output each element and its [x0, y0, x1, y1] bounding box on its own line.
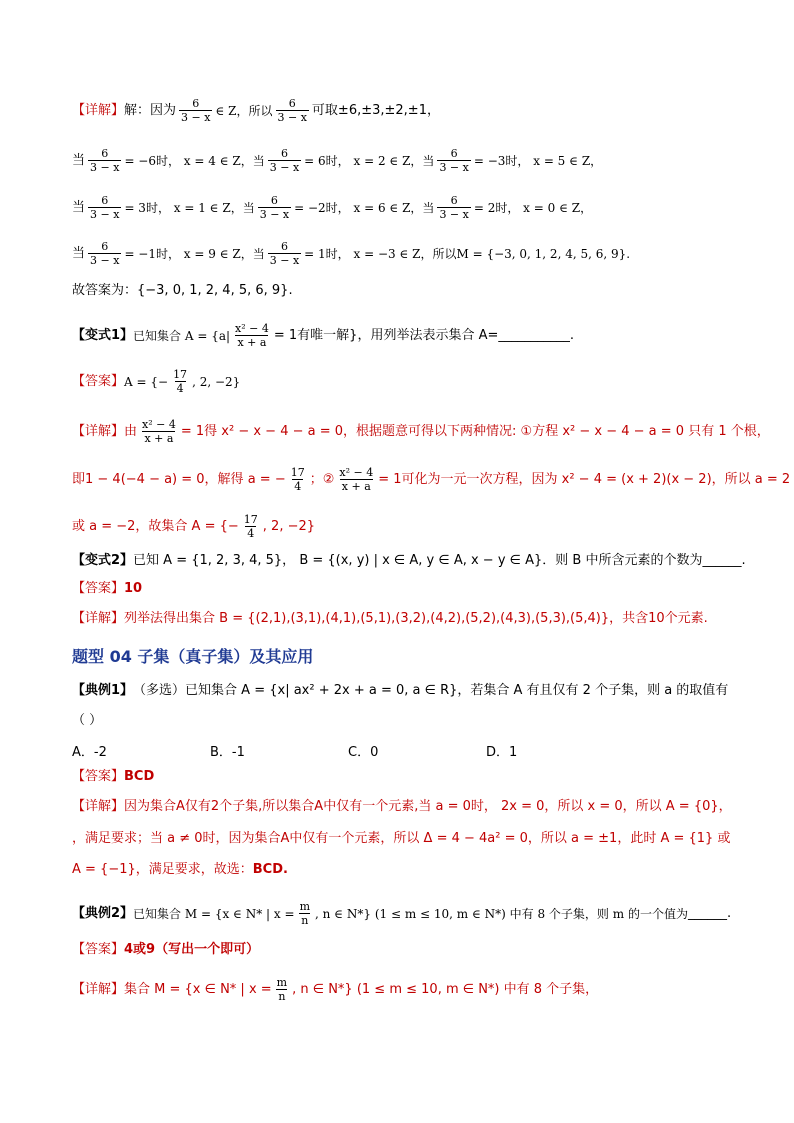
- text: = 1得 x² − x − 4 − a = 0，根据题意可得以下两种情况: ①方程 x² − x − 4 − a = 0 只有 1 个根，: [180, 423, 770, 439]
- answer-tag: 【答案】: [72, 769, 125, 784]
- variant-2-answer: [72, 580, 142, 598]
- text: 已知集合 M = {x ∈ N* | x =: [133, 906, 295, 921]
- denominator: 3 − x: [90, 161, 120, 174]
- detail-line-4: [72, 240, 630, 267]
- text: .: [569, 327, 575, 343]
- answer-tag: 【答案】: [72, 373, 125, 389]
- text: .: [741, 553, 746, 568]
- denominator: 3 − x: [439, 208, 469, 221]
- numerator: m: [276, 976, 288, 989]
- text: 解：因为: [124, 102, 177, 118]
- text: 当: [72, 152, 86, 168]
- variant-2-question: [72, 552, 746, 570]
- text: 已知 A = {1, 2, 3, 4, 5}， B = {(x, y) | x ∈ A, y ∈ A, x − y ∈ A}．则 B 中所含元素的个数为: [133, 553, 703, 568]
- text: = 1有唯一解}，用列举法表示集合 A=: [273, 327, 499, 343]
- text: = −3时， x = 5 ∈ Z，: [473, 153, 603, 168]
- text: = −2时， x = 6 ∈ Z，当: [294, 200, 435, 215]
- text: , n ∈ N*} (1 ≤ m ≤ 10, m ∈ N*) 中有 8 个子集，则 m 的一个值为: [315, 906, 688, 921]
- fraction: [268, 240, 301, 267]
- denominator: 4: [294, 480, 302, 493]
- text: ，满足要求；当 a ≠ 0时，因为集合A中仅有一个元素，所以 Δ = 4 − 4a² = 0，所以 a = ±1，此时 A = {1} 或: [72, 831, 731, 846]
- text: 当: [72, 199, 86, 215]
- numerator: 6: [270, 194, 278, 207]
- detail-tag: 【详解】: [72, 611, 125, 626]
- numerator: x² − 4: [142, 418, 176, 431]
- denominator: x + a: [144, 432, 174, 445]
- section-heading: 题型 04 子集（真子集）及其应用: [72, 647, 314, 666]
- text: = 1可化为一元一次方程，因为 x² − 4 = (x + 2)(x − 2)，所以 a = 2: [378, 471, 791, 487]
- variant-tag: 【变式2】: [72, 553, 134, 568]
- example-1-detail-1: [72, 798, 732, 816]
- fraction: [289, 466, 307, 493]
- answer-tag: 【答案】: [72, 581, 125, 596]
- denominator: x + a: [237, 336, 267, 349]
- numerator: 6: [280, 147, 288, 160]
- text: = −6时， x = 4 ∈ Z，当: [124, 153, 265, 168]
- fraction: [275, 976, 289, 1003]
- denominator: n: [301, 914, 309, 927]
- fraction: [337, 466, 375, 493]
- text: ；②: [309, 471, 335, 487]
- text: 当: [72, 245, 86, 261]
- numerator: 17: [173, 368, 188, 381]
- example-1-detail-2: [72, 830, 730, 848]
- numerator: 6: [101, 240, 109, 253]
- detail-line-3: [72, 194, 592, 221]
- option-a[interactable]: A．-2: [72, 745, 107, 760]
- text: 集合 M = {x ∈ N* | x =: [124, 981, 272, 997]
- denominator: 4: [247, 527, 255, 540]
- numerator: 6: [101, 194, 109, 207]
- text: , 2, −2}: [192, 374, 241, 389]
- fraction: [298, 900, 312, 927]
- detail-line-2: [72, 147, 602, 174]
- denominator: 4: [176, 382, 184, 395]
- answer-tag: 【答案】: [72, 942, 125, 957]
- option-c[interactable]: C．0: [348, 745, 379, 760]
- text: = 1时， x = −3 ∈ Z，所以M = {−3, 0, 1, 2, 4, 5, 6, 9}.: [304, 246, 631, 261]
- detail-tag: 【详解】: [72, 981, 125, 997]
- numerator: 6: [450, 147, 458, 160]
- example-tag: 【典例2】: [72, 905, 134, 921]
- example-2-answer: [72, 941, 259, 959]
- numerator: 17: [243, 513, 258, 526]
- fraction: [88, 194, 121, 221]
- text: （多选）已知集合 A = {x| ax² + 2x + a = 0, a ∈ R}，若集合 A 有且仅有 2 个子集，则 a 的取值有: [133, 683, 729, 698]
- detail-tag: 【详解】: [72, 799, 125, 814]
- denominator: 3 − x: [90, 254, 120, 267]
- text: 即1 − 4(−4 − a) = 0，解得 a = −: [72, 471, 286, 487]
- text: 故答案为：{−3, 0, 1, 2, 4, 5, 6, 9}.: [72, 283, 293, 298]
- variant-1-detail-3: [72, 513, 315, 540]
- text: （ ）: [72, 713, 103, 728]
- numerator: 6: [101, 147, 109, 160]
- denominator: 3 − x: [439, 161, 469, 174]
- text: 或 a = −2，故集合 A = {−: [72, 518, 239, 534]
- fraction: [179, 97, 212, 124]
- denominator: 3 − x: [269, 254, 300, 267]
- variant-1-detail-2: [72, 466, 790, 493]
- denominator: x + a: [341, 480, 371, 493]
- text: .: [726, 905, 732, 921]
- answer-value: BCD: [124, 769, 155, 784]
- numerator: 6: [288, 97, 296, 110]
- variant-1-question: [72, 322, 574, 349]
- text: = 6时， x = 2 ∈ Z，当: [304, 153, 435, 168]
- text: 因为集合A仅有2个子集,所以集合A中仅有一个元素,当 a = 0时， 2x = 0，所以 x = 0，所以 A = {0}，: [124, 799, 732, 814]
- fraction: [258, 194, 291, 221]
- numerator: 17: [290, 466, 305, 479]
- example-1-question: [72, 682, 728, 700]
- example-1-detail-3: [72, 861, 288, 879]
- numerator: x² − 4: [339, 466, 374, 479]
- answer-summary: [72, 282, 293, 300]
- text: = 2时， x = 0 ∈ Z，: [473, 200, 593, 215]
- answer-blank: ______: [702, 553, 742, 568]
- text: , 2, −2}: [262, 518, 316, 534]
- text: BCD.: [252, 862, 288, 877]
- denominator: 3 − x: [269, 161, 300, 174]
- example-2-detail: [72, 976, 598, 1003]
- answer-value: 10: [124, 581, 143, 596]
- text: 已知集合 A = {a|: [133, 328, 231, 343]
- answer-blank: ______: [687, 905, 727, 921]
- option-d[interactable]: D．1: [486, 745, 518, 760]
- numerator: x² − 4: [235, 322, 269, 335]
- fraction: [437, 147, 470, 174]
- text: = 3时， x = 1 ∈ Z，当: [124, 200, 255, 215]
- numerator: m: [299, 900, 310, 913]
- answer-blank: ___________: [498, 327, 570, 343]
- fraction: [88, 147, 121, 174]
- numerator: 6: [450, 194, 458, 207]
- denominator: 3 − x: [277, 111, 307, 124]
- text: ∈ Z，所以: [215, 103, 273, 118]
- variant-1-answer: [72, 368, 240, 395]
- example-2-question: [72, 900, 731, 927]
- fraction: [88, 240, 121, 267]
- variant-2-detail: [72, 610, 708, 628]
- text: A = {−1}，满足要求，故选：: [72, 862, 253, 877]
- denominator: 3 − x: [90, 208, 120, 221]
- detail-line-1: [72, 97, 440, 124]
- example-1-answer: [72, 768, 154, 786]
- text: A = {−: [124, 374, 169, 389]
- detail-tag: 【详解】: [72, 423, 125, 439]
- numerator: 6: [192, 97, 200, 110]
- text: 由: [124, 423, 138, 439]
- variant-tag: 【变式1】: [72, 327, 134, 343]
- fraction: [233, 322, 271, 349]
- fraction: [242, 513, 260, 540]
- denominator: n: [278, 990, 286, 1003]
- fraction: [437, 194, 470, 221]
- text: 可取±6,±3,±2,±1，: [311, 102, 440, 118]
- fraction: [171, 368, 189, 395]
- numerator: 6: [280, 240, 288, 253]
- variant-1-detail-1: [72, 418, 770, 445]
- text: , n ∈ N*} (1 ≤ m ≤ 10, m ∈ N*) 中有 8 个子集，: [292, 981, 599, 997]
- fraction: [268, 147, 301, 174]
- text: = −1时， x = 9 ∈ Z，当: [124, 246, 265, 261]
- denominator: 3 − x: [181, 111, 211, 124]
- option-b[interactable]: B．-1: [210, 745, 245, 760]
- fraction: [276, 97, 309, 124]
- answer-value: 4或9（写出一个即可）: [124, 942, 260, 957]
- fraction: [140, 418, 178, 445]
- text: 列举法得出集合 B = {(2,1),(3,1),(4,1),(5,1),(3,2),(4,2),(5,2),(4,3),(5,3),(5,4)}，共含10个元素.: [124, 611, 708, 626]
- denominator: 3 − x: [259, 208, 290, 221]
- example-tag: 【典例1】: [72, 683, 134, 698]
- detail-tag: 【详解】: [72, 102, 125, 118]
- example-1-paren: [72, 712, 102, 730]
